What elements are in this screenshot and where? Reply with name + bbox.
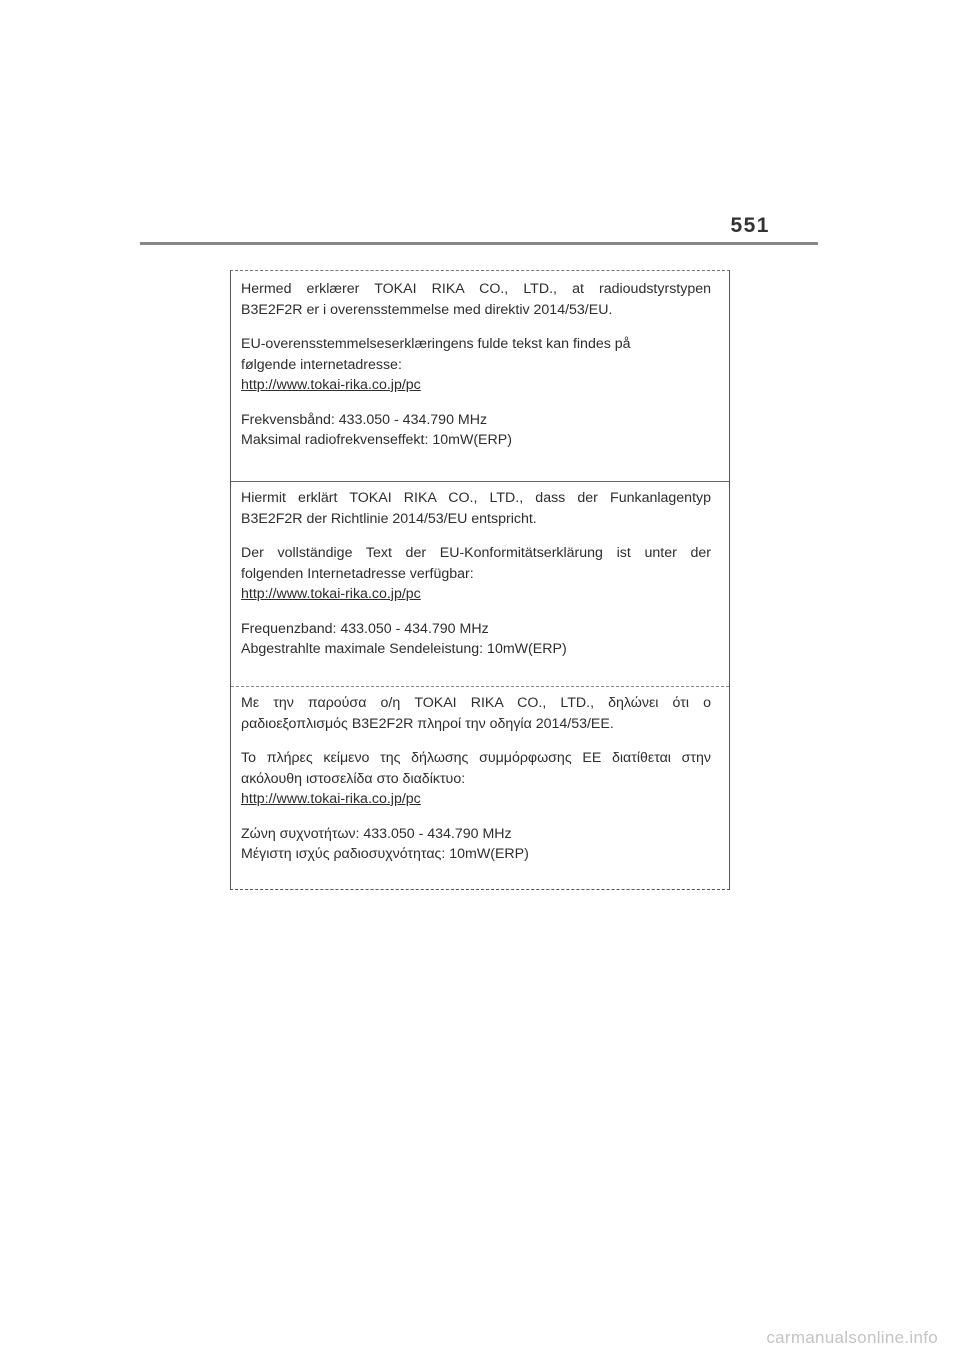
max-power: Maksimal radiofrekvenseffekt: 10mW(ERP) — [241, 432, 512, 448]
watermark: carmanualsonline.info — [766, 1328, 938, 1347]
declaration-line: Hermed erklærer TOKAI RIKA CO., LTD., at radioudstyrstypen — [241, 281, 711, 297]
declaration-text: EU-overensstemmelseserklæringens fulde tekst kan findes på — [241, 336, 631, 352]
declaration-text: folgenden Internetadresse verfügbar: — [241, 565, 474, 582]
frequency-band: Ζώνη συχνοτήτων: 433.050 - 434.790 MHz — [241, 825, 512, 842]
declaration-line: B3E2F2R der Richtlinie 2014/53/EU entspricht. — [241, 510, 537, 527]
declaration-text: Το πλήρες κείμενο της δήλωσης συμμόρφωσης ΕΕ διατίθεται στην — [241, 750, 711, 766]
max-power: Abgestrahlte maximale Sendeleistung: 10mW(ERP) — [241, 641, 567, 657]
frequency-band: Frequenzband: 433.050 - 434.790 MHz — [241, 620, 489, 637]
declaration-link[interactable]: http://www.tokai-rika.co.jp/pc — [241, 377, 421, 393]
declaration-box — [230, 270, 730, 890]
declaration-line: Hiermit erklärt TOKAI RIKA CO., LTD., dass der Funkanlagentyp — [241, 490, 711, 506]
declaration-text: følgende internetadresse: — [241, 356, 402, 373]
frequency-band: Frekvensbånd: 433.050 - 434.790 MHz — [241, 411, 488, 428]
declaration-text: Der vollständige Text der EU-Konformitätserklärung ist unter der — [241, 545, 711, 561]
declaration-line: ραδιοεξοπλισμός B3E2F2R πληροί την οδηγία 2014/53/ΕΕ. — [241, 715, 614, 732]
declaration-text: ακόλουθη ιστοσελίδα στο διαδίκτυο: — [241, 770, 466, 787]
declaration-section-german — [231, 481, 729, 681]
declaration-link[interactable]: http://www.tokai-rika.co.jp/pc — [241, 791, 421, 807]
declaration-line: Με την παρούσα ο/η TOKAI RIKA CO., LTD., δηλώνει ότι ο — [241, 695, 711, 711]
header-rule — [140, 242, 818, 245]
declaration-section-greek — [231, 686, 729, 886]
max-power: Μέγιστη ισχύς ραδιοσυχνότητας: 10mW(ERP) — [241, 846, 529, 862]
declaration-link[interactable]: http://www.tokai-rika.co.jp/pc — [241, 586, 421, 602]
declaration-line: B3E2F2R er i overensstemmelse med direktiv 2014/53/EU. — [241, 301, 613, 318]
declaration-section-danish — [231, 279, 729, 479]
page-number: 551 — [730, 214, 770, 237]
